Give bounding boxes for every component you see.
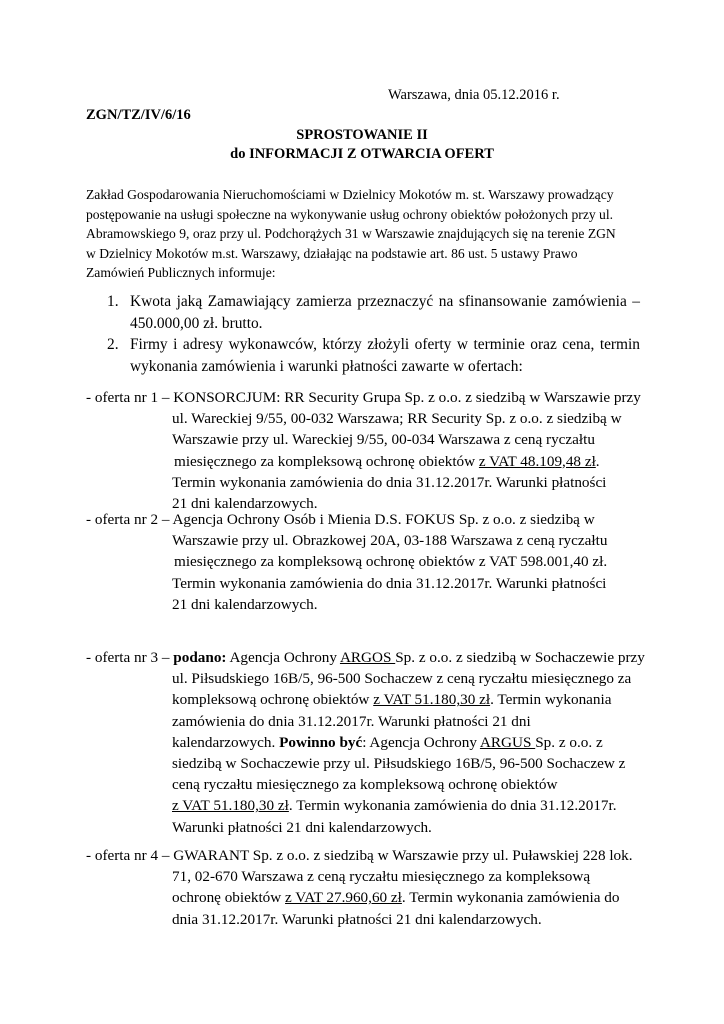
offer-line: zamówienia do dnia 31.12.2017r. Warunki płatności 21 dni (172, 712, 531, 730)
offer-line (86, 689, 646, 710)
offer-company-name: ARGUS (479, 733, 536, 751)
offer-text: Sp. z o.o. z siedzibą w Sochaczewie przy (395, 649, 645, 666)
offer-text: Sp. z o.o. z (535, 733, 603, 751)
document-date: Warszawa, dnia 05.12.2016 r. (388, 87, 560, 103)
offer-line: - oferta nr 4 – GWARANT Sp. z o.o. z siedzibą w Warszawie przy ul. Puławskiej 228 lok. (86, 847, 633, 864)
offer-label-given: podano: (173, 649, 227, 666)
offer-line (86, 647, 646, 668)
intro-line: w Dzielnicy Mokotów m.st. Warszawy, działając na podstawie art. 86 ust. 5 ustawy Prawo (86, 245, 578, 261)
intro-line: Zakład Gospodarowania Nieruchomościami w Dzielnicy Mokotów m. st. Warszawy prowadzący (86, 187, 614, 202)
offer-line: - oferta nr 1 – KONSORCJUM: RR Security Grupa Sp. z o.o. z siedzibą w Warszawie przy (86, 389, 641, 406)
offer-price: z VAT 48.109,48 zł (478, 452, 596, 470)
offer-text: Agencja Ochrony (226, 649, 340, 666)
offer-line: 71, 02-670 Warszawa z ceną ryczałtu miesięcznego za kompleksową (172, 868, 591, 886)
offer-line (86, 795, 646, 816)
offer-line: dnia 31.12.2017r. Warunki płatności 21 dni kalendarzowych. (172, 910, 542, 928)
intro-line: postępowanie na usługi społeczne na wykonywanie usług ochrony obiektów położonych przy ul. (86, 206, 614, 222)
offer-text: . (595, 452, 600, 470)
offer-text: kalendarzowych. (172, 733, 280, 751)
intro-paragraph (86, 185, 646, 283)
list-item-line: wykonania zamówienia i warunki płatności zawarte w ofertach: (130, 357, 523, 375)
offer-4 (86, 845, 646, 930)
offer-text: . Termin wykonania zamówienia do (401, 889, 620, 907)
list-item-number: 1. (107, 293, 119, 310)
reference-number: ZGN/TZ/IV/6/16 (86, 107, 191, 123)
offer-text: kompleksową ochronę obiektów (172, 691, 374, 709)
offer-text: . Termin wykonania zamówienia do dnia 31.12.2017r. (288, 797, 617, 815)
offer-label-correct: Powinno być (279, 733, 363, 751)
offer-line: - oferta nr 2 – Agencja Ochrony Osób i Mienia D.S. FOKUS Sp. z o.o. z siedzibą w (86, 511, 595, 528)
offer-1 (86, 387, 646, 514)
offer-text: miesięcznego za kompleksową ochronę obiektów (174, 452, 479, 470)
numbered-list (86, 291, 640, 377)
offer-price: z VAT 27.960,60 zł (285, 889, 402, 907)
list-item-number: 2. (107, 336, 119, 353)
list-item-line: 450.000,00 zł. brutto. (130, 314, 263, 332)
offer-line: miesięcznego za kompleksową ochronę obiektów z VAT 598.001,40 zł. (174, 553, 608, 571)
offer-text: - oferta nr 3 – (86, 649, 174, 666)
document-subtitle: do INFORMACJI Z OTWARCIA OFERT (230, 146, 494, 162)
offer-price: z VAT 51.180,30 zł (172, 797, 289, 815)
list-item (86, 334, 640, 377)
offer-line: Termin wykonania zamówienia do dnia 31.12.2017r. Warunki płatności (172, 574, 607, 592)
intro-line: Abramowskiego 9, oraz przy ul. Podchorążych 31 w Warszawie znajdujących się na terenie ZGN (86, 226, 616, 242)
list-item-line: Firmy i adresy wykonawców, którzy złożyli oferty w terminie oraz cena, termin (130, 336, 640, 353)
offer-line: ul. Piłsudskiego 16B/5, 96-500 Sochaczew z ceną ryczałtu miesięcznego za (172, 670, 632, 688)
offer-line (86, 451, 646, 472)
offer-price: z VAT 51.180,30 zł (373, 691, 491, 709)
offer-line: ul. Wareckiej 9/55, 00-032 Warszawa; RR Security Sp. z o.o. z siedzibą w (172, 410, 622, 428)
offer-line: Termin wykonania zamówienia do dnia 31.12.2017r. Warunki płatności (172, 473, 607, 491)
intro-line: Zamówień Publicznych informuje: (86, 265, 276, 281)
list-item (86, 291, 640, 334)
offer-text: . Termin wykonania (490, 691, 612, 709)
offer-line: 21 dni kalendarzowych. (172, 495, 318, 513)
offer-line: ceną ryczałtu miesięcznego za kompleksową ochronę obiektów (172, 776, 558, 794)
offer-line: Warszawie przy ul. Obrazkowej 20A, 03-188 Warszawa z ceną ryczałtu (172, 532, 608, 550)
offer-3 (86, 647, 646, 838)
offer-text: : Agencja Ochrony (362, 733, 480, 751)
document-title: SPROSTOWANIE II (296, 127, 428, 143)
offer-line (86, 887, 646, 908)
offer-line: Warszawie przy ul. Wareckiej 9/55, 00-034 Warszawa z ceną ryczałtu (172, 431, 595, 449)
offer-line: 21 dni kalendarzowych. (172, 595, 318, 613)
list-item-line: Kwota jaką Zamawiający zamierza przeznaczyć na sfinansowanie zamówienia – (130, 293, 640, 310)
offer-line: siedzibą w Sochaczewie przy ul. Piłsudskiego 16B/5, 96-500 Sochaczew z (172, 755, 626, 773)
offer-2 (86, 509, 646, 615)
offer-line (86, 732, 646, 753)
offer-text: ochronę obiektów (172, 889, 286, 907)
offer-line: Warunki płatności 21 dni kalendarzowych. (172, 818, 432, 836)
offer-company-name: ARGOS (339, 649, 396, 666)
